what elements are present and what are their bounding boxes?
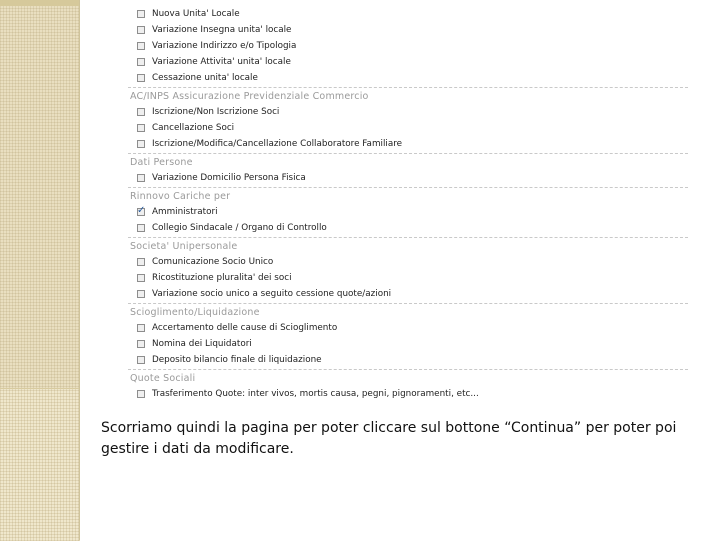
option-row[interactable] <box>128 6 688 22</box>
option-row[interactable] <box>128 38 688 54</box>
option-label: Variazione Attivita' unita' locale <box>152 57 291 67</box>
form-section <box>128 190 688 238</box>
section-header: Dati Persone <box>130 157 193 168</box>
option-row[interactable] <box>128 270 688 286</box>
section-header: Societa' Unipersonale <box>130 241 238 252</box>
checkbox[interactable] <box>137 324 145 332</box>
option-row[interactable] <box>128 336 688 352</box>
option-label: Nomina dei Liquidatori <box>152 339 252 349</box>
checkbox[interactable] <box>137 356 145 364</box>
option-label: Comunicazione Socio Unico <box>152 257 274 267</box>
checkbox[interactable] <box>137 258 145 266</box>
section-header: AC/INPS Assicurazione Previdenziale Commercio <box>130 91 369 102</box>
checkbox[interactable] <box>137 42 145 50</box>
option-row[interactable] <box>128 70 688 86</box>
checkbox[interactable] <box>137 26 145 34</box>
option-row[interactable] <box>128 136 688 152</box>
band-edge-line <box>79 0 80 540</box>
option-label: Deposito bilancio finale di liquidazione <box>152 355 322 365</box>
option-row[interactable] <box>128 254 688 270</box>
form-section <box>128 306 688 370</box>
option-label: Variazione Domicilio Persona Fisica <box>152 173 306 183</box>
form-section <box>128 156 688 188</box>
option-row[interactable] <box>128 204 688 220</box>
slide-caption: Scorriamo quindi la pagina per poter cliccare sul bottone “Continua” per poter poi gestire i dati da modificare. <box>101 420 677 457</box>
option-row[interactable] <box>128 170 688 186</box>
checkbox[interactable] <box>137 340 145 348</box>
option-row[interactable] <box>128 286 688 302</box>
section-header: Scioglimento/Liquidazione <box>130 307 260 318</box>
checkbox[interactable] <box>137 224 145 232</box>
decorative-side-band <box>0 0 80 540</box>
option-label: Nuova Unita' Locale <box>152 9 240 19</box>
option-label: Collegio Sindacale / Organo di Controllo <box>152 223 327 233</box>
checkbox[interactable] <box>137 274 145 282</box>
form-section <box>128 240 688 304</box>
option-label: Cessazione unita' locale <box>152 73 258 83</box>
band-lower-panel <box>0 388 80 541</box>
checkbox[interactable] <box>137 140 145 148</box>
checkbox[interactable] <box>137 290 145 298</box>
option-row[interactable] <box>128 104 688 120</box>
option-label: Variazione Insegna unita' locale <box>152 25 292 35</box>
form-section <box>128 90 688 154</box>
section-header: Rinnovo Cariche per <box>130 191 231 202</box>
form-section <box>128 4 688 88</box>
option-row[interactable] <box>128 352 688 368</box>
band-top-strip <box>0 0 80 6</box>
form-section <box>128 372 688 403</box>
option-row[interactable] <box>128 54 688 70</box>
checkbox-checked[interactable] <box>137 208 145 216</box>
option-label: Variazione socio unico a seguito cessione quote/azioni <box>152 289 392 299</box>
option-label: Variazione Indirizzo e/o Tipologia <box>152 41 297 51</box>
option-label: Trasferimento Quote: inter vivos, mortis causa, pegni, pignoramenti, etc... <box>152 389 479 399</box>
option-label: Amministratori <box>152 207 218 217</box>
option-label: Ricostituzione pluralita' dei soci <box>152 273 292 283</box>
option-label: Iscrizione/Modifica/Cancellazione Collaboratore Familiare <box>152 139 403 149</box>
checkbox[interactable] <box>137 390 145 398</box>
section-header: Quote Sociali <box>130 373 196 384</box>
option-label: Cancellazione Soci <box>152 123 235 133</box>
checkbox[interactable] <box>137 74 145 82</box>
checkbox[interactable] <box>137 58 145 66</box>
option-label: Iscrizione/Non Iscrizione Soci <box>152 107 280 117</box>
option-row[interactable] <box>128 120 688 136</box>
checkbox[interactable] <box>137 174 145 182</box>
option-row[interactable] <box>128 386 688 402</box>
checkbox[interactable] <box>137 124 145 132</box>
checkbox[interactable] <box>137 10 145 18</box>
option-label: Accertamento delle cause di Scioglimento <box>152 323 338 333</box>
checkbox[interactable] <box>137 108 145 116</box>
option-row[interactable] <box>128 22 688 38</box>
modification-options-form <box>128 4 688 405</box>
option-row[interactable] <box>128 320 688 336</box>
option-row[interactable] <box>128 220 688 236</box>
